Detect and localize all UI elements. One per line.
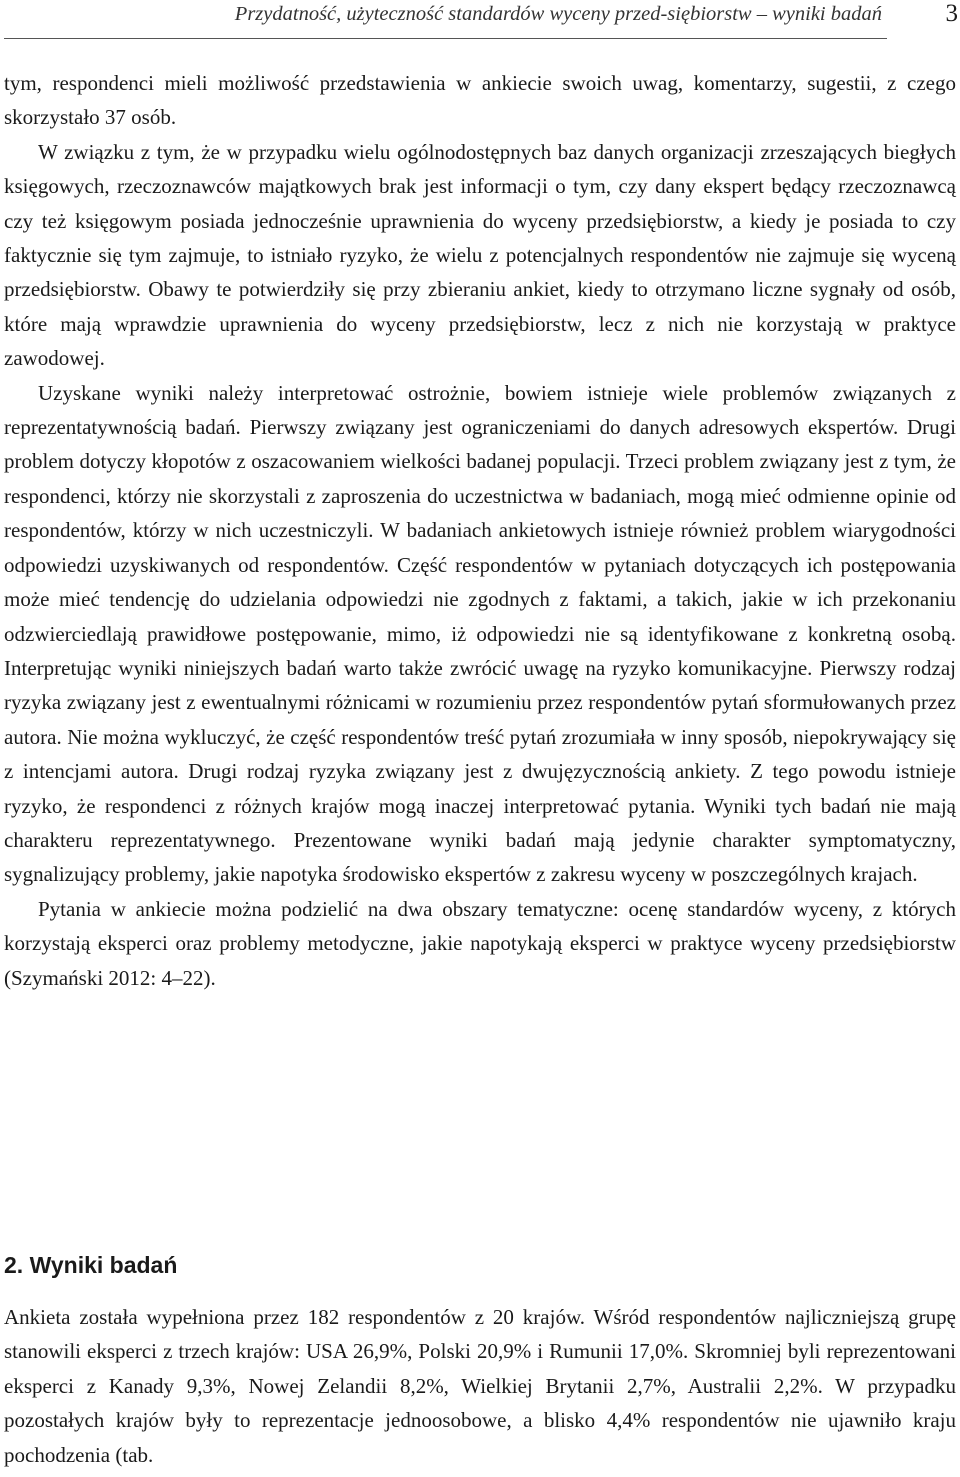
page-number: 3 bbox=[945, 0, 958, 27]
section-body bbox=[4, 1300, 956, 1472]
page-header bbox=[0, 0, 960, 40]
paragraph-limitations: Uzyskane wyniki należy interpretować ostrożnie, bowiem istnieje wiele problemów związanych z reprezentatywnością badań. Pierwszy związany jest ograniczeniami do danych adresowych ekspertów. Drugi problem dotyczy kłopotów z oszacowaniem wielkości badanej populacji. Trzeci problem związany jest z tym, że respondenci, którzy nie skorzystali z zaproszenia do uczestnictwa w badaniach, mogą mieć odmienne opinie od respondentów, którzy w nich uczestniczyli. W badaniach ankietowych istnieje również problem wiarygodności odpowiedzi uzyskiwanych od respondentów. Część respondentów w pytaniach dotyczących ich postępowania może mieć tendencję do udzielania odpowiedzi nie zgodnych z faktami, a takich, jakie w ich przekonaniu odzwierciedlają prawidłowe postępowanie, mimo, iż odpowiedzi nie są identyfikowane z konkretną osobą. Interpretując wyniki niniejszych badań warto także zwrócić uwagę na ryzyko komunikacyjne. Pierwszy rodzaj ryzyka związany jest z ewentualnymi różnicami w rozumieniu przez respondentów pytań sformułowanych przez autora. Nie można wykluczyć, że część respondentów treść pytań zrozumiała w inny sposób, niepokrywający się z intencjami autora. Drugi rodzaj ryzyka związany jest z dwujęzycznością ankiety. Z tego powodu istnieje ryzyko, że respondenci z różnych krajów mogą inaczej interpretować pytania. Wyniki tych badań nie mają charakteru reprezentatywnego. Prezentowane wyniki badań mają jedynie charakter symptomatyczny, sygnalizujący problemy, jakie napotyka środowisko ekspertów z zakresu wyceny w poszczególnych krajach. bbox=[4, 380, 956, 887]
header-divider bbox=[4, 38, 887, 39]
section-heading: 2. Wyniki badań bbox=[4, 1252, 178, 1278]
paragraph-survey-areas: Pytania w ankiecie można podzielić na dwa obszary tematyczne: ocenę standardów wyceny, z których korzystają eksperci oraz problemy metodyczne, jakie napotykają eksperci w praktyce wyceny przedsiębiorstw (Szymański 2012: 4–22). bbox=[4, 896, 956, 990]
running-title: Przydatność, użyteczność standardów wyceny przed-siębiorstw – wyniki badań bbox=[234, 3, 882, 25]
paragraph-continuation: tym, respondenci mieli możliwość przedstawienia w ankiecie swoich uwag, komentarzy, sugestii, z czego skorzystało 37 osób. bbox=[4, 71, 956, 130]
paragraph-results: Ankieta została wypełniona przez 182 respondentów z 20 krajów. Wśród respondentów najliczniejszą grupę stanowili eksperci z trzech krajów: USA 26,9%, Polski 20,9% i Rumunii 17,0%. Skromniej byli reprezentowani eksperci z Kanady 9,3%, Nowej Zelandii 8,2%, Wielkiej Brytanii 2,7%, Australii 2,2%. W przypadku pozostałych krajów były to reprezentacje jednoosobowe, a blisko 4,4% respondentów nie ujawniło kraju pochodzenia (tab. bbox=[4, 1305, 956, 1467]
paragraph-database-risk: W związku z tym, że w przypadku wielu ogólnodostępnych baz danych organizacji zrzeszających biegłych księgowych, rzeczoznawców majątkowych brak jest informacji o tym, czy dany ekspert będący rzeczoznawcą czy też księgowym posiada jednocześnie uprawnienia do wyceny przedsiębiorstw, a kiedy je posiada to czy faktycznie się tym zajmuje, to istniało ryzyko, że wielu z potencjalnych respondentów nie zajmuje się wyceną przedsiębiorstw. Obawy te potwierdziły się przy zbieraniu ankiet, kiedy to otrzymano liczne sygnały od osób, które mają wprawdzie uprawnienia do wyceny przedsiębiorstw, lecz z nich nie korzystają w praktyce zawodowej. bbox=[4, 139, 956, 371]
body-text bbox=[4, 66, 956, 995]
